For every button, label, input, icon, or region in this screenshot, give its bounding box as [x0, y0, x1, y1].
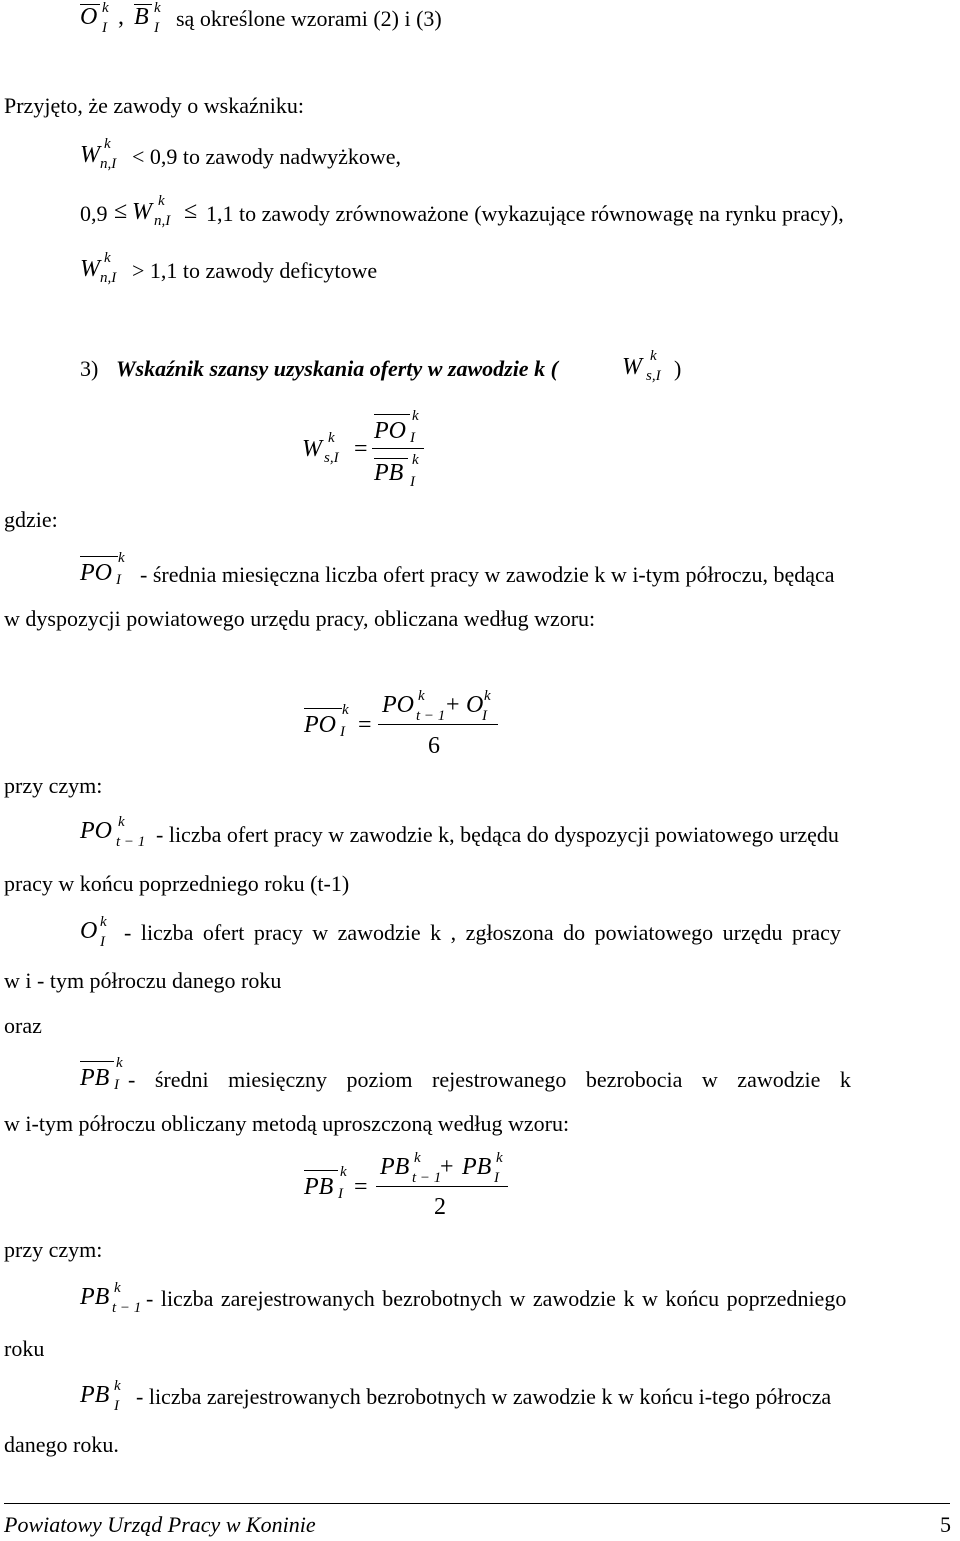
- symbol-O: O: [80, 4, 98, 30]
- footer-title: Powiatowy Urząd Pracy w Koninie: [4, 1512, 316, 1537]
- page-number: 5: [940, 1512, 951, 1537]
- przy-czym-label: przy czym:: [4, 773, 103, 798]
- intro-text: Przyjęto, że zawody o wskaźniku:: [4, 93, 304, 118]
- overline: [134, 4, 152, 5]
- gdzie-label: gdzie:: [4, 507, 58, 532]
- footer-rule: [4, 1503, 950, 1504]
- definitions-text: są określone wzorami (2) i (3): [176, 6, 442, 31]
- overline: [80, 4, 100, 5]
- przy-czym-label-2: przy czym:: [4, 1237, 103, 1262]
- fraction-bar: [376, 1186, 508, 1187]
- fraction-bar: [372, 448, 424, 449]
- fraction-bar: [378, 724, 498, 725]
- oraz-label: oraz: [4, 1013, 42, 1038]
- symbol-B: B: [134, 4, 149, 30]
